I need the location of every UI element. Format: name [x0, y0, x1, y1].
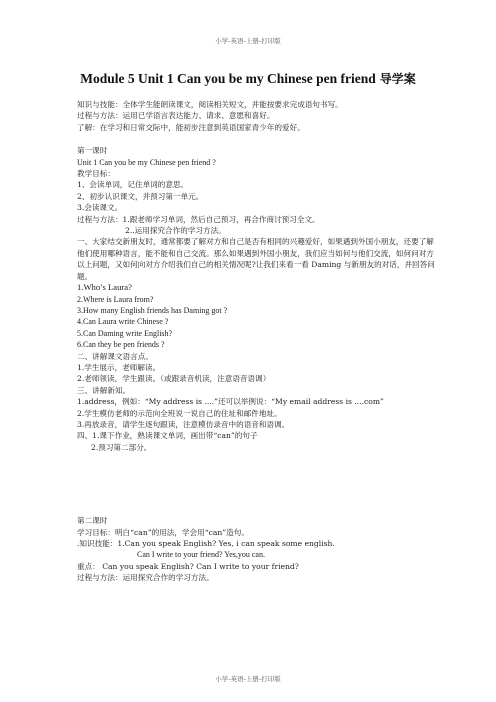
section-heading: 四、1.课下作业，熟读课文单词，画出带“can”的句子 [77, 431, 258, 441]
lesson1-goal: 2、初步认识课文，并预习第一单元。 [77, 191, 204, 201]
section-heading: 二、讲解课文语言点。 [77, 351, 153, 361]
lesson1-process: 2..运用探究合作的学习方法。 [125, 226, 226, 236]
question-item: 6.Can they be pen friends ? [77, 340, 165, 350]
section-heading: 三、讲解新知。 [77, 385, 131, 395]
lesson2-key-points: 重点： Can you speak English? Can I write to your friend? [77, 561, 299, 571]
lesson1-goal: 3.会读课文。 [77, 203, 123, 213]
lesson2-skill: Can I write to your friend? Yes,you can. [137, 550, 265, 560]
question-item: 4.Can Laura write Chinese ? [77, 317, 169, 327]
lesson1-goal: 1、会读单词，记住单词的意思。 [77, 180, 189, 190]
section-item: 2.预习第二部分。 [91, 442, 152, 452]
intro-line: 过程与方法：运用已学语言表达能力、请求、意愿和喜好。 [77, 111, 275, 121]
section-item: 1.学生展示，老师解读。 [77, 362, 161, 372]
lesson2-skill: .知识技能：1.Can you speak English? Yes, i can speak some english. [77, 539, 335, 548]
title-chinese: 导学案 [379, 72, 416, 86]
question-item: 5.Can Daming write English? [77, 328, 173, 338]
lesson1-heading: 第一课时 [77, 146, 108, 156]
lesson2-heading: 第二课时 [77, 516, 108, 526]
title-english: Module 5 Unit 1 Can you be my Chinese pen friend [80, 71, 376, 86]
question-item: 1.Who’s Laura? [77, 282, 132, 293]
section-item: 3.再放录音，请学生逐句跟读，注意模仿录音中的语音和语调。 [77, 419, 290, 429]
section-item: 1.address，例如：“My address is ....”还可以举例说：“My email address is ....com” [77, 397, 384, 407]
lesson2-goal: 学习目标：明白“can”的用法，学会用“can”造句。 [77, 527, 249, 537]
section-item: 2.老师领读，学生跟读。（或跟录音机读，注意语音语调） [77, 374, 271, 384]
lesson1-process: 过程与方法：1.跟老师学习单词，然后自己预习，再合作商讨预习全文。 [77, 214, 320, 224]
running-footer: 小学-英语-上册-打印版 [215, 675, 281, 683]
running-header: 小学-英语-上册-打印版 [215, 37, 281, 45]
question-item: 2.Where is Laura from? [77, 294, 154, 304]
question-item: 3.How many English friends has Daming got ? [77, 305, 228, 315]
intro-line: 知识与技能：全体学生能朗读课文，阅读相关短文，并能按要求完成语句书写。 [77, 100, 343, 109]
lesson1-intro-paragraph: 一、大家结交新朋友时，通常都要了解对方和自己是否有相同的兴趣爱好，如果遇到外国小朋友，还要了解他们使用哪种语言，能不能和自己交流。那么如果遇到外国小朋友，我们应当如何与他们交流，如何问对方以上问题，又如何向对方介绍我们自己的相关情况呢?让我们来看一看 Daming 与新朋友的对话，并回答问题。 [77, 237, 435, 281]
lesson1-unit: Unit 1 Can you be my Chinese pen friend ? [77, 157, 216, 167]
section-item: 2.学生模仿老师的示范向全班说一说自己的住址和邮件地址。 [77, 408, 282, 418]
lesson2-process: 过程与方法：运用探究合作的学习方法。 [77, 573, 214, 583]
document-title [0, 70, 496, 87]
lesson1-goals-label: 教学目标： [77, 169, 115, 179]
intro-line: 了解：在学习和日常交际中，能初步注意到英语国家青少年的爱好。 [77, 122, 305, 132]
document-body [77, 99, 437, 584]
